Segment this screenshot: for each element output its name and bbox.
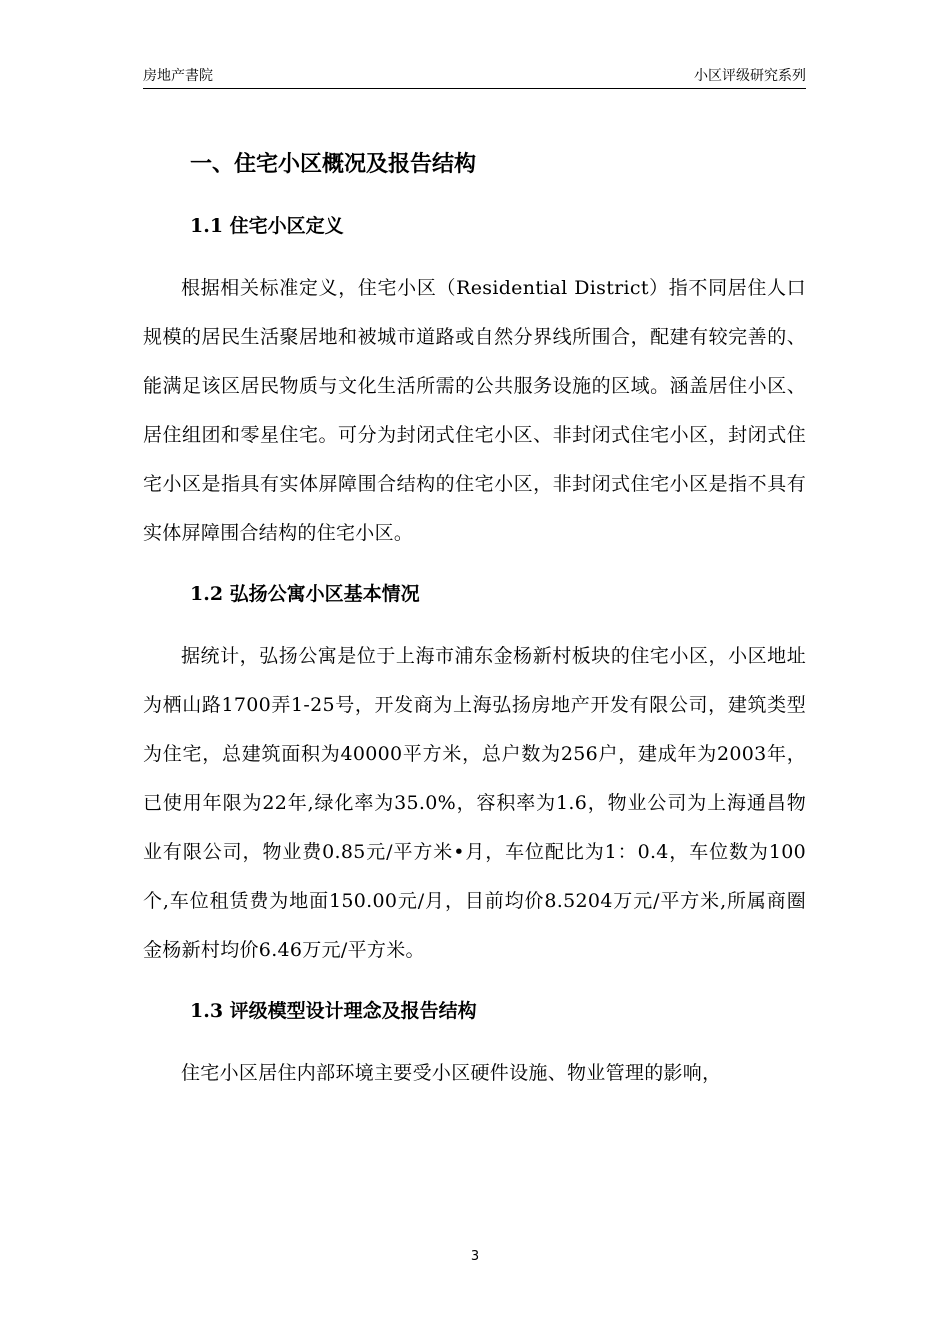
subsection-title-1-3: 1.3 评级模型设计理念及报告结构 xyxy=(190,1000,477,1022)
document-body xyxy=(143,140,806,1098)
subsection-title-1-2: 1.2 弘扬公寓小区基本情况 xyxy=(190,583,420,605)
header-publisher: 房地产書院 xyxy=(143,68,213,84)
subsection-title-1-1: 1.1 住宅小区定义 xyxy=(190,215,344,237)
header-series-title: 小区评级研究系列 xyxy=(694,68,806,84)
section-title: 一、住宅小区概况及报告结构 xyxy=(190,151,477,177)
page-header xyxy=(143,66,806,89)
paragraph-definition: 根据相关标准定义，住宅小区（Residential District）指不同居住人口规模的居民生活聚居地和被城市道路或自然分界线所围合，配建有较完善的、能满足该区居民物质与文化生活所需的公共服务设施的区域。涵盖居住小区、居住组团和零星住宅。可分为封闭式住宅小区、非封闭式住宅小区，封闭式住宅小区是指具有实体屏障围合结构的住宅小区，非封闭式住宅小区是指不具有实体屏障围合结构的住宅小区。 xyxy=(143,277,806,544)
paragraph-model-design: 住宅小区居住内部环境主要受小区硬件设施、物业管理的影响， xyxy=(181,1062,722,1084)
page-number: 3 xyxy=(470,1249,480,1264)
paragraph-basic-info: 据统计，弘扬公寓是位于上海市浦东金杨新村板块的住宅小区，小区地址为栖山路1700弄1-25号，开发商为上海弘扬房地产开发有限公司，建筑类型为住宅，总建筑面积为40000平方米，总户数为256户，建成年为2003年，已使用年限为22年,绿化率为35.0%，容积率为1.6，物业公司为上海通昌物业有限公司，物业费0.85元/平方米•月，车位配比为1：0.4，车位数为100个,车位租赁费为地面150.00元/月，目前均价8.5204万元/平方米,所属商圈金杨新村均价6.46万元/平方米。 xyxy=(143,645,806,961)
